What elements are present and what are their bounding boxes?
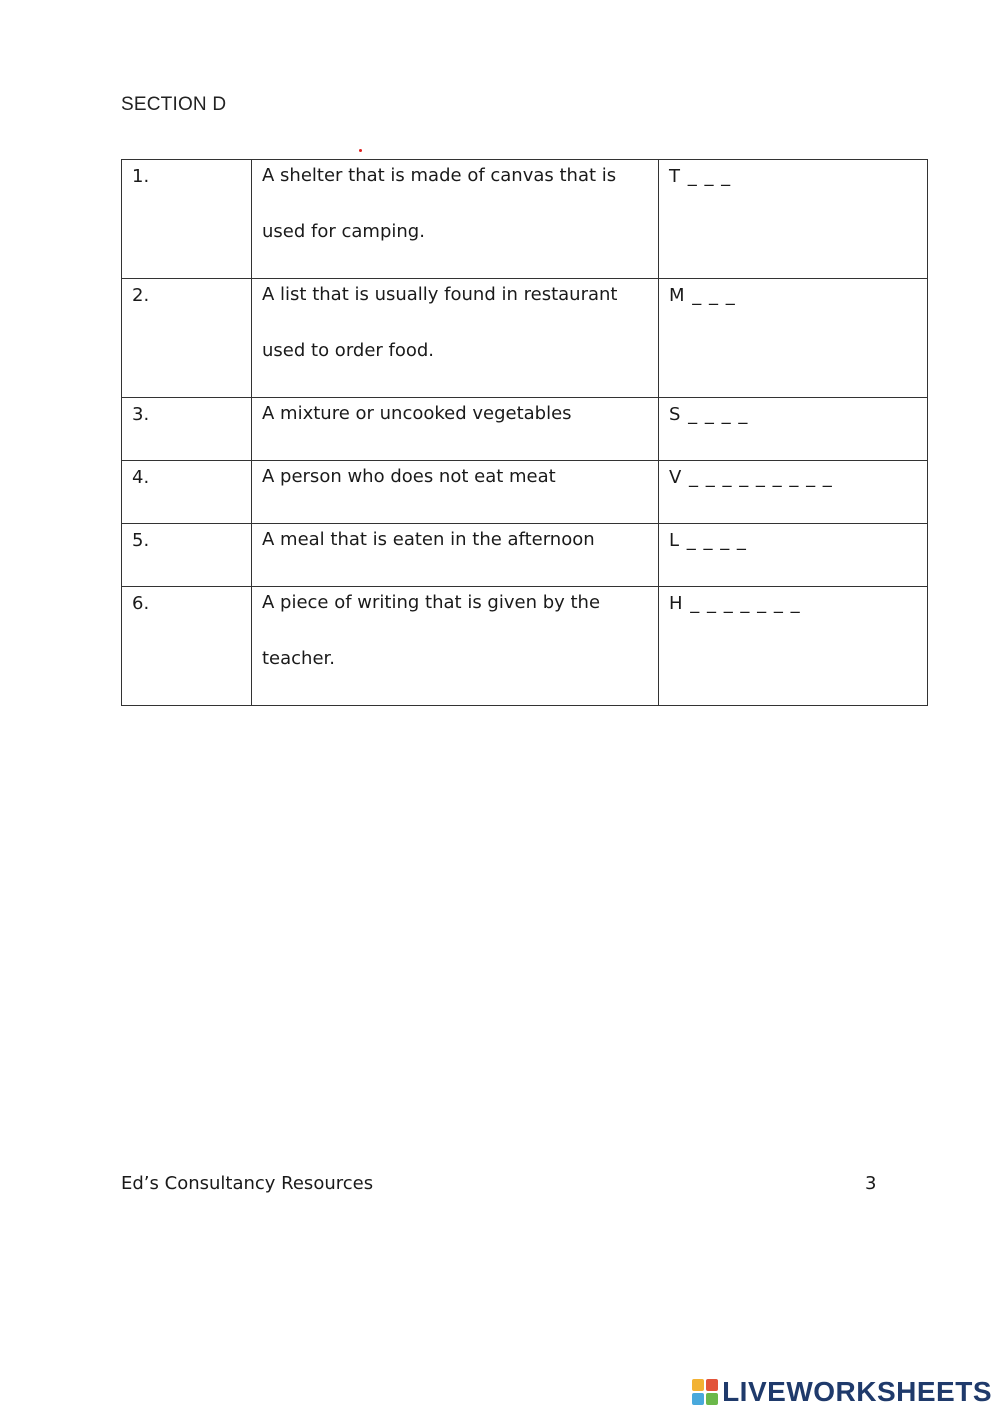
logo-square-blue [692, 1393, 704, 1405]
logo-square-green [706, 1393, 718, 1405]
row-number: 6. [122, 587, 252, 706]
vocabulary-table [121, 159, 928, 706]
footer-publisher: Ed’s Consultancy Resources [121, 1173, 374, 1194]
row-answer[interactable]: V _ _ _ _ _ _ _ _ _ [659, 461, 928, 524]
row-answer[interactable]: M _ _ _ [659, 279, 928, 398]
table-row [122, 587, 928, 706]
row-answer[interactable]: H _ _ _ _ _ _ _ [659, 587, 928, 706]
liveworksheets-logo-icon [692, 1379, 718, 1405]
row-answer[interactable]: S _ _ _ _ [659, 398, 928, 461]
clue-text: A shelter that is made of canvas that is used for camping. [262, 165, 617, 242]
row-answer[interactable]: T _ _ _ [659, 160, 928, 279]
row-number: 3. [122, 398, 252, 461]
clue-text: A meal that is eaten in the afternoon [262, 529, 595, 550]
row-number: 5. [122, 524, 252, 587]
clue-text: A list that is usually found in restaurant used to order food. [262, 284, 618, 361]
brand-name: LIVEWORKSHEETS [722, 1376, 992, 1407]
row-answer[interactable]: L _ _ _ _ [659, 524, 928, 587]
logo-square-yellow [692, 1379, 704, 1391]
logo-square-red [706, 1379, 718, 1391]
liveworksheets-brand[interactable] [692, 1376, 992, 1408]
footer-page-number: 3 [865, 1173, 877, 1194]
row-number: 1. [122, 160, 252, 279]
clue-text: A mixture or uncooked vegetables [262, 403, 572, 424]
clue-text: A piece of writing that is given by the teacher. [262, 592, 601, 669]
section-title: SECTION D [121, 94, 227, 115]
row-number: 2. [122, 279, 252, 398]
row-clue [252, 587, 659, 706]
row-number: 4. [122, 461, 252, 524]
clue-text: A person who does not eat meat [262, 466, 556, 487]
